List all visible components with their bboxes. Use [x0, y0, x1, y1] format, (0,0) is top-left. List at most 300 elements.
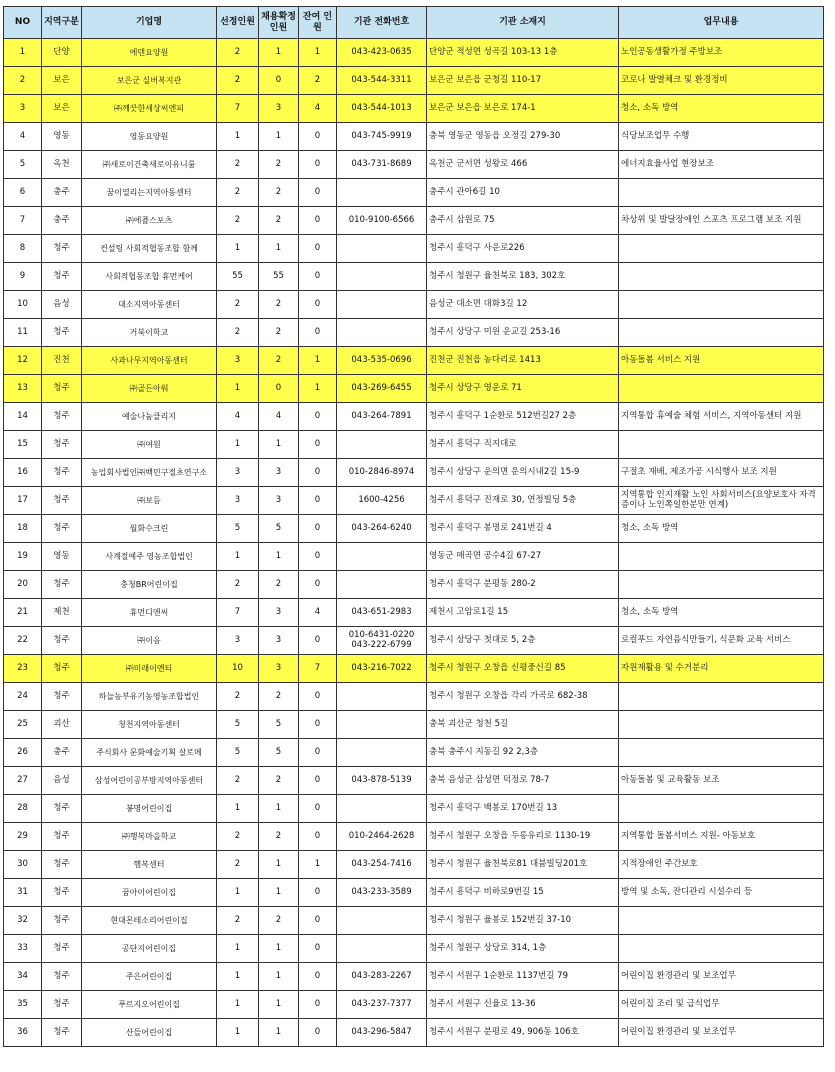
cell-company: 보은군 실버복지관 [82, 67, 217, 95]
cell-selected: 2 [217, 907, 259, 935]
cell-remaining: 0 [299, 767, 337, 795]
cell-no: 24 [4, 683, 42, 711]
cell-phone: 010-2846-8974 [337, 459, 427, 487]
cell-region: 청주 [42, 459, 82, 487]
cell-hired: 2 [259, 347, 299, 375]
header-task: 업무내용 [619, 7, 824, 39]
table-row [4, 347, 824, 375]
table-row [4, 991, 824, 1019]
cell-address: 진천군 진천읍 농다리로 1413 [427, 347, 619, 375]
cell-no: 34 [4, 963, 42, 991]
cell-address: 청주시 흥덕구 분평동 280-2 [427, 571, 619, 599]
cell-remaining: 0 [299, 123, 337, 151]
cell-task [619, 935, 824, 963]
cell-region: 청주 [42, 655, 82, 683]
cell-task: 어린이집 조리 및 급식업무 [619, 991, 824, 1019]
cell-company: 충청BR어린이집 [82, 571, 217, 599]
table-row [4, 963, 824, 991]
cell-no: 18 [4, 515, 42, 543]
cell-phone: 043-535-0696 [337, 347, 427, 375]
cell-phone: 043-237-7377 [337, 991, 427, 1019]
cell-hired: 1 [259, 879, 299, 907]
cell-address: 청주시 서원구 신율로 13-36 [427, 991, 619, 1019]
cell-company: 공단지어린이집 [82, 935, 217, 963]
cell-remaining: 4 [299, 599, 337, 627]
cell-no: 14 [4, 403, 42, 431]
cell-no: 5 [4, 151, 42, 179]
cell-hired: 2 [259, 571, 299, 599]
cell-hired: 55 [259, 263, 299, 291]
cell-region: 단양 [42, 39, 82, 67]
cell-selected: 2 [217, 571, 259, 599]
cell-hired: 3 [259, 487, 299, 515]
cell-region: 보은 [42, 67, 82, 95]
cell-no: 4 [4, 123, 42, 151]
cell-hired: 1 [259, 795, 299, 823]
cell-remaining: 1 [299, 347, 337, 375]
cell-task [619, 907, 824, 935]
cell-selected: 3 [217, 347, 259, 375]
cell-remaining: 1 [299, 851, 337, 879]
cell-selected: 1 [217, 1019, 259, 1047]
cell-address: 청주시 흥덕구 봉명로 241번길 4 [427, 515, 619, 543]
cell-region: 청주 [42, 935, 82, 963]
table-row [4, 431, 824, 459]
cell-task: 청소, 소독 방역 [619, 95, 824, 123]
cell-hired: 1 [259, 991, 299, 1019]
cell-hired: 3 [259, 627, 299, 655]
cell-phone: 010-9100-6566 [337, 207, 427, 235]
table-row [4, 627, 824, 655]
cell-phone [337, 431, 427, 459]
cell-phone: 043-296-5847 [337, 1019, 427, 1047]
cell-remaining: 0 [299, 151, 337, 179]
table-row [4, 711, 824, 739]
cell-company: 하늘농부유기농영농조합법인 [82, 683, 217, 711]
cell-region: 청주 [42, 515, 82, 543]
cell-selected: 3 [217, 487, 259, 515]
cell-company: 삼성어린이공부방지역아동센터 [82, 767, 217, 795]
cell-selected: 1 [217, 235, 259, 263]
cell-task: 식당보조업무 수행 [619, 123, 824, 151]
cell-phone: 043-731-8689 [337, 151, 427, 179]
cell-selected: 2 [217, 179, 259, 207]
cell-phone: 010-2464-2628 [337, 823, 427, 851]
cell-phone: 043-269-6455 [337, 375, 427, 403]
cell-task [619, 235, 824, 263]
cell-address: 청주시 흥덕구 사운로226 [427, 235, 619, 263]
cell-company: ㈜새로이건축새로이유니룸 [82, 151, 217, 179]
cell-region: 청주 [42, 823, 82, 851]
cell-remaining: 1 [299, 375, 337, 403]
cell-region: 음성 [42, 767, 82, 795]
cell-remaining: 0 [299, 515, 337, 543]
cell-remaining: 0 [299, 263, 337, 291]
cell-phone: 043-878-5139 [337, 767, 427, 795]
table-row [4, 683, 824, 711]
cell-hired: 5 [259, 711, 299, 739]
cell-remaining: 0 [299, 711, 337, 739]
cell-no: 7 [4, 207, 42, 235]
cell-task [619, 711, 824, 739]
cell-address: 청주시 흥덕구 직지대로 [427, 431, 619, 459]
header-company: 기업명 [82, 7, 217, 39]
cell-task: 로컬푸드 자연음식만들기, 식문화 교육 서비스 [619, 627, 824, 655]
cell-selected: 2 [217, 683, 259, 711]
cell-hired: 0 [259, 67, 299, 95]
cell-phone [337, 319, 427, 347]
cell-selected: 7 [217, 599, 259, 627]
cell-address: 청주시 청원구 오창읍 각리 가곡로 682-38 [427, 683, 619, 711]
cell-selected: 2 [217, 67, 259, 95]
cell-selected: 5 [217, 739, 259, 767]
cell-selected: 1 [217, 375, 259, 403]
table-row [4, 263, 824, 291]
cell-selected: 2 [217, 151, 259, 179]
cell-remaining: 2 [299, 67, 337, 95]
cell-company: 휴먼디앤씨 [82, 599, 217, 627]
cell-phone [337, 739, 427, 767]
cell-address: 청주시 상당구 첫대로 5, 2층 [427, 627, 619, 655]
cell-hired: 4 [259, 403, 299, 431]
cell-remaining: 0 [299, 179, 337, 207]
cell-task: 지역통합 돌봄서비스 지원- 아동보호 [619, 823, 824, 851]
cell-company: 에덴요양원 [82, 39, 217, 67]
cell-selected: 1 [217, 879, 259, 907]
cell-phone [337, 571, 427, 599]
cell-hired: 3 [259, 599, 299, 627]
cell-remaining: 0 [299, 319, 337, 347]
cell-phone [337, 795, 427, 823]
cell-task: 노인공동생활가정 주방보조 [619, 39, 824, 67]
cell-address: 영동군 매곡면 공수4길 67-27 [427, 543, 619, 571]
header-address: 기관 소재지 [427, 7, 619, 39]
cell-task: 어린이집 환경관리 및 보조업무 [619, 1019, 824, 1047]
table-row [4, 291, 824, 319]
table-row [4, 767, 824, 795]
table-row [4, 319, 824, 347]
cell-region: 진천 [42, 347, 82, 375]
table-row [4, 851, 824, 879]
cell-hired: 3 [259, 655, 299, 683]
table-row [4, 907, 824, 935]
cell-remaining: 0 [299, 823, 337, 851]
cell-phone [337, 907, 427, 935]
job-listing-table [3, 6, 824, 1047]
table-row [4, 235, 824, 263]
cell-region: 청주 [42, 1019, 82, 1047]
cell-hired: 2 [259, 823, 299, 851]
cell-selected: 2 [217, 291, 259, 319]
cell-remaining: 0 [299, 487, 337, 515]
cell-task: 아동돌봄 및 교육활동 보조 [619, 767, 824, 795]
cell-company: ㈜깨끗한세상씨엔피 [82, 95, 217, 123]
cell-no: 23 [4, 655, 42, 683]
table-row [4, 1019, 824, 1047]
cell-no: 26 [4, 739, 42, 767]
table-body [4, 39, 824, 1047]
cell-company: 푸르지오어린이집 [82, 991, 217, 1019]
table-row [4, 571, 824, 599]
cell-task: 에너지효율사업 현장보조 [619, 151, 824, 179]
cell-region: 제천 [42, 599, 82, 627]
cell-company: 월화수크린 [82, 515, 217, 543]
cell-remaining: 0 [299, 795, 337, 823]
cell-phone: 1600-4256 [337, 487, 427, 515]
cell-phone: 043-254-7416 [337, 851, 427, 879]
cell-hired: 1 [259, 235, 299, 263]
table-row [4, 543, 824, 571]
cell-task: 어린이집 환경관리 및 보조업무 [619, 963, 824, 991]
cell-remaining: 0 [299, 963, 337, 991]
cell-remaining: 0 [299, 991, 337, 1019]
cell-address: 청주시 상당구 영운로 71 [427, 375, 619, 403]
cell-remaining: 0 [299, 1019, 337, 1047]
cell-company: 주식회사 문화예술기획 살로메 [82, 739, 217, 767]
cell-address: 옥천군 군서면 성왕로 466 [427, 151, 619, 179]
cell-phone: 043-651-2983 [337, 599, 427, 627]
cell-task: 방역 및 소독, 잔디관리 시설수리 등 [619, 879, 824, 907]
cell-remaining: 0 [299, 543, 337, 571]
cell-address: 청주시 청원구 율봉로 152번길 37-10 [427, 907, 619, 935]
cell-task [619, 319, 824, 347]
cell-region: 보은 [42, 95, 82, 123]
cell-task [619, 683, 824, 711]
cell-task: 구절초 재배, 제조가공 시식행사 보조 지원 [619, 459, 824, 487]
cell-region: 청주 [42, 627, 82, 655]
table-row [4, 403, 824, 431]
cell-address: 음성군 대소면 대화3길 12 [427, 291, 619, 319]
cell-no: 20 [4, 571, 42, 599]
cell-selected: 1 [217, 963, 259, 991]
cell-phone: 043-745-9919 [337, 123, 427, 151]
table-row [4, 123, 824, 151]
cell-phone [337, 235, 427, 263]
cell-phone [337, 179, 427, 207]
cell-hired: 5 [259, 515, 299, 543]
cell-address: 청주시 청원구 오창읍 두릉유리로 1130-19 [427, 823, 619, 851]
cell-task: 아동돌봄 서비스 지원 [619, 347, 824, 375]
cell-selected: 55 [217, 263, 259, 291]
table-header [4, 7, 824, 39]
header-selected: 선정인원 [217, 7, 259, 39]
cell-selected: 5 [217, 515, 259, 543]
cell-address: 충북 영동군 영동읍 오정길 279-30 [427, 123, 619, 151]
cell-hired: 2 [259, 207, 299, 235]
table-row [4, 375, 824, 403]
cell-no: 8 [4, 235, 42, 263]
cell-company: ㈜여원 [82, 431, 217, 459]
cell-remaining: 0 [299, 291, 337, 319]
cell-address: 충주시 관아6길 10 [427, 179, 619, 207]
cell-company: 주은어린이집 [82, 963, 217, 991]
cell-company: 청천지역아동센터 [82, 711, 217, 739]
cell-remaining: 0 [299, 459, 337, 487]
table-row [4, 207, 824, 235]
cell-address: 충주시 삼원로 75 [427, 207, 619, 235]
table-row [4, 95, 824, 123]
cell-region: 청주 [42, 907, 82, 935]
cell-phone: 043-264-7891 [337, 403, 427, 431]
cell-address: 청주시 청원구 오창읍 신평중신길 85 [427, 655, 619, 683]
header-row [4, 7, 824, 39]
cell-phone: 010-6431-0220 043-222-6799 [337, 627, 427, 655]
cell-hired: 1 [259, 543, 299, 571]
cell-no: 1 [4, 39, 42, 67]
cell-task [619, 291, 824, 319]
cell-hired: 2 [259, 907, 299, 935]
cell-region: 괴산 [42, 711, 82, 739]
cell-no: 15 [4, 431, 42, 459]
cell-company: 산들어린이집 [82, 1019, 217, 1047]
cell-company: ㈜에플스포츠 [82, 207, 217, 235]
cell-remaining: 0 [299, 403, 337, 431]
cell-company: 영동요양원 [82, 123, 217, 151]
cell-company: 현대몬테소리어린이집 [82, 907, 217, 935]
table-row [4, 935, 824, 963]
cell-address: 보은군 보은읍 군청길 110-17 [427, 67, 619, 95]
cell-no: 16 [4, 459, 42, 487]
cell-phone [337, 935, 427, 963]
cell-no: 6 [4, 179, 42, 207]
cell-no: 31 [4, 879, 42, 907]
cell-hired: 2 [259, 151, 299, 179]
cell-region: 청주 [42, 263, 82, 291]
cell-address: 보은군 보은읍 보은로 174-1 [427, 95, 619, 123]
cell-task: 지적장애인 주간보호 [619, 851, 824, 879]
cell-no: 27 [4, 767, 42, 795]
cell-region: 청주 [42, 879, 82, 907]
cell-hired: 1 [259, 851, 299, 879]
cell-address: 청주시 흥덕구 비하로9번길 15 [427, 879, 619, 907]
cell-no: 33 [4, 935, 42, 963]
cell-phone [337, 683, 427, 711]
cell-region: 충주 [42, 179, 82, 207]
cell-selected: 2 [217, 319, 259, 347]
cell-hired: 3 [259, 459, 299, 487]
cell-hired: 2 [259, 767, 299, 795]
cell-company: ㈜보듬 [82, 487, 217, 515]
header-hired: 채용확정 인원 [259, 7, 299, 39]
cell-address: 청주시 청원구 상당로 314, 1층 [427, 935, 619, 963]
cell-selected: 3 [217, 627, 259, 655]
cell-hired: 0 [259, 375, 299, 403]
cell-remaining: 0 [299, 879, 337, 907]
cell-company: 예술나눔클리지 [82, 403, 217, 431]
cell-hired: 1 [259, 935, 299, 963]
header-no: NO [4, 7, 42, 39]
cell-region: 청주 [42, 571, 82, 599]
cell-selected: 2 [217, 767, 259, 795]
cell-remaining: 0 [299, 571, 337, 599]
cell-task [619, 179, 824, 207]
cell-no: 21 [4, 599, 42, 627]
table-row [4, 599, 824, 627]
cell-region: 충주 [42, 207, 82, 235]
cell-region: 청주 [42, 375, 82, 403]
cell-hired: 1 [259, 963, 299, 991]
cell-selected: 7 [217, 95, 259, 123]
cell-selected: 2 [217, 207, 259, 235]
table-row [4, 179, 824, 207]
cell-task: 차상위 및 발달장애인 스포츠 프로그램 보조 지원 [619, 207, 824, 235]
cell-address: 단양군 적성면 성곡길 103-13 1층 [427, 39, 619, 67]
table-row [4, 151, 824, 179]
cell-company: 사계절예주 영농조합법인 [82, 543, 217, 571]
cell-task [619, 571, 824, 599]
table-row [4, 795, 824, 823]
cell-company: 봉명어린이집 [82, 795, 217, 823]
cell-address: 청주시 청원구 율천북로81 대붐빌딩201호 [427, 851, 619, 879]
cell-phone: 043-544-1013 [337, 95, 427, 123]
cell-no: 35 [4, 991, 42, 1019]
cell-company: 사과나무지역아동센터 [82, 347, 217, 375]
cell-company: 꿈아이어린이집 [82, 879, 217, 907]
cell-phone: 043-264-6240 [337, 515, 427, 543]
cell-company: ㈜골든아워 [82, 375, 217, 403]
cell-no: 28 [4, 795, 42, 823]
cell-no: 17 [4, 487, 42, 515]
cell-selected: 2 [217, 39, 259, 67]
cell-address: 충북 충주시 지동길 92 2,3층 [427, 739, 619, 767]
cell-no: 9 [4, 263, 42, 291]
cell-address: 청주시 흥덕구 백봉로 170번길 13 [427, 795, 619, 823]
cell-region: 영동 [42, 123, 82, 151]
cell-address: 제천시 고암로1길 15 [427, 599, 619, 627]
cell-address: 청주시 상당구 미원 운교길 253-16 [427, 319, 619, 347]
cell-remaining: 0 [299, 935, 337, 963]
cell-no: 10 [4, 291, 42, 319]
cell-region: 청주 [42, 487, 82, 515]
cell-phone [337, 263, 427, 291]
cell-address: 청주시 청원구 율천북로 183, 302호 [427, 263, 619, 291]
header-remaining: 잔여 인원 [299, 7, 337, 39]
cell-address: 청주시 서원구 분평로 49, 906동 106호 [427, 1019, 619, 1047]
cell-hired: 2 [259, 683, 299, 711]
cell-address: 청주시 상당구 운의면 운의시내2길 15-9 [427, 459, 619, 487]
table-row [4, 739, 824, 767]
cell-remaining: 0 [299, 235, 337, 263]
cell-phone: 043-216-7022 [337, 655, 427, 683]
table-row [4, 823, 824, 851]
cell-company: ㈜미래이엔티 [82, 655, 217, 683]
cell-no: 22 [4, 627, 42, 655]
cell-no: 11 [4, 319, 42, 347]
cell-remaining: 0 [299, 431, 337, 459]
cell-task [619, 795, 824, 823]
cell-selected: 3 [217, 459, 259, 487]
cell-hired: 2 [259, 319, 299, 347]
cell-remaining: 7 [299, 655, 337, 683]
table-row [4, 655, 824, 683]
header-phone: 기관 전화번호 [337, 7, 427, 39]
cell-hired: 1 [259, 431, 299, 459]
cell-remaining: 0 [299, 907, 337, 935]
cell-task: 지역통합 휴예술 체험 서비스, 지역아동센터 지원 [619, 403, 824, 431]
cell-task: 청소, 소독 방역 [619, 599, 824, 627]
cell-company: 사회적협동조합 휴먼케어 [82, 263, 217, 291]
cell-remaining: 0 [299, 683, 337, 711]
cell-selected: 1 [217, 431, 259, 459]
cell-region: 충주 [42, 739, 82, 767]
cell-hired: 1 [259, 39, 299, 67]
cell-region: 옥천 [42, 151, 82, 179]
cell-remaining: 0 [299, 627, 337, 655]
cell-task: 지역통합 인지재활 노인 사회서비스(요양보호사 자격증이나 노인쪽일한분만 연계) [619, 487, 824, 515]
cell-hired: 1 [259, 123, 299, 151]
cell-task [619, 431, 824, 459]
cell-phone [337, 543, 427, 571]
